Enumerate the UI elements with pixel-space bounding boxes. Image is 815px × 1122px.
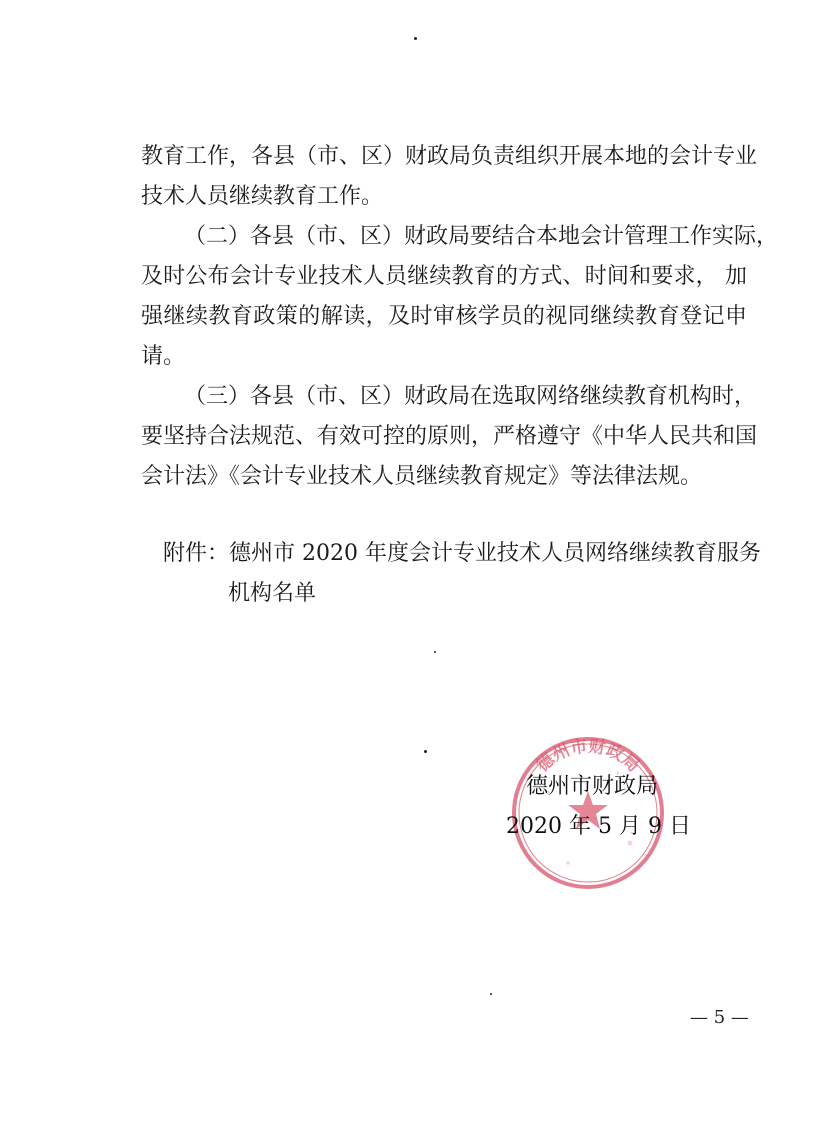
scan-speck <box>424 750 427 753</box>
scan-speck <box>490 993 492 995</box>
paragraph-2-line-3: 强继续教育政策的解读，及时审核学员的视同继续教育登记申 <box>141 304 747 329</box>
issue-date: 2020 年 5 月 9 日 <box>506 814 691 839</box>
issuer-name: 德州市财政局 <box>526 774 659 799</box>
paragraph-3-line-3: 会计法》《会计专业技术人员继续教育规定》等法律法规。 <box>141 464 703 489</box>
scan-speck <box>414 37 417 40</box>
paragraph-3-line-1: （三）各县（市、区）财政局在选取网络继续教育机构时， <box>184 384 757 409</box>
paragraph-1-line-2: 技术人员继续教育工作。 <box>141 184 384 209</box>
paragraph-1-line-1: 教育工作，各县（市、区）财政局负责组织开展本地的会计专业 <box>141 144 758 169</box>
paragraph-3-line-2: 要坚持合法规范、有效可控的原则，严格遵守《中华人民共和国 <box>141 424 758 449</box>
paragraph-2-line-2: 及时公布会计专业技术人员继续教育的方式、时间和要求， 加 <box>141 264 747 289</box>
scan-speck <box>434 651 436 653</box>
attachment-line-2: 机构名单 <box>228 581 317 606</box>
svg-text:德州市财政局: 德州市财政局 <box>532 736 644 777</box>
page-number: — 5 — <box>690 1007 749 1028</box>
attachment-line-1: 附件：德州市 2020 年度会计专业技术人员网络继续教育服务 <box>163 541 761 566</box>
paragraph-2-line-1: （二）各县（市、区）财政局要结合本地会计管理工作实际， <box>184 224 779 249</box>
paragraph-2-line-4: 请。 <box>141 344 186 369</box>
